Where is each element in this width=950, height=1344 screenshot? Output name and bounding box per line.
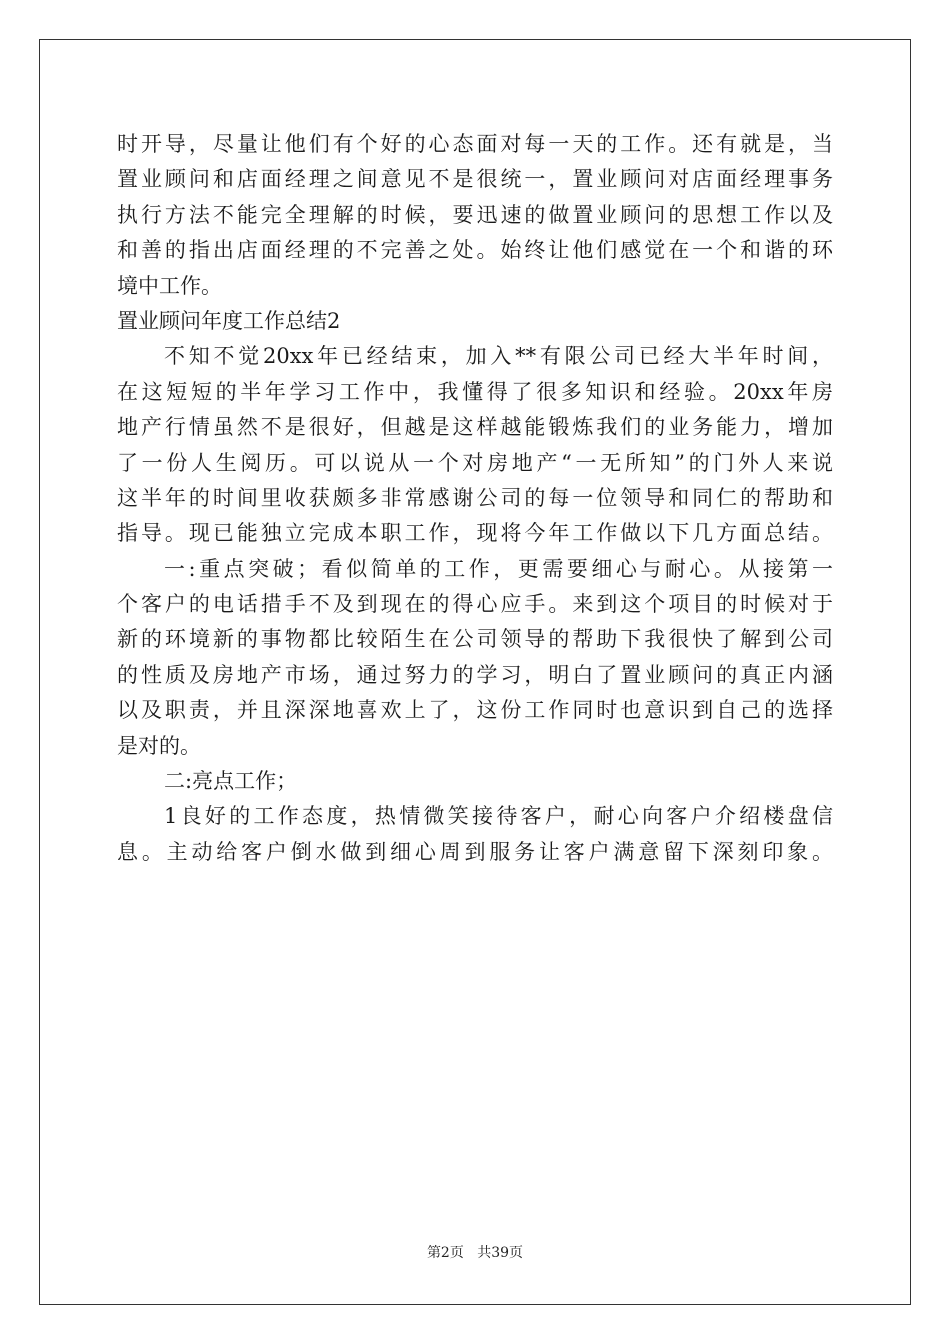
text-line: 是对的。 [117,733,201,758]
text-line: 了一份人生阅历。可以说从一个对房地产“一无所知”的门外人来说 [117,450,833,475]
text-line: 地产行情虽然不是很好，但越是这样越能锻炼我们的业务能力，增加 [117,415,833,440]
text-line: 时开导，尽量让他们有个好的心态面对每一天的工作。还有就是，当 [117,132,833,156]
text-line: 指导。现已能独立完成本职工作，现将今年工作做以下几方面总结。 [117,521,833,546]
text-line: 的性质及房地产市场，通过努力的学习，明白了置业顾问的真正内涵 [117,662,833,687]
text-line: 1良好的工作态度，热情微笑接待客户，耐心向客户介绍楼盘信 [164,804,833,829]
text-line: 新的环境新的事物都比较陌生在公司领导的帮助下我很快了解到公司 [117,627,833,652]
page-total: 共39页 [477,1245,524,1261]
text-line: 二:亮点工作； [164,769,298,794]
page-number: 第2页 [426,1245,464,1261]
text-line: 这半年的时间里收获颇多非常感谢公司的每一位领导和同仁的帮助和 [117,485,833,510]
page-footer [0,1242,950,1262]
text-line: 置业顾问和店面经理之间意见不是很统一，置业顾问对店面经理事务 [117,167,833,192]
text-line: 以及职责，并且深深地喜欢上了，这份工作同时也意识到自己的选择 [117,698,833,723]
text-line: 息。主动给客户倒水做到细心周到服务让客户满意留下深刻印象。 [117,839,833,864]
text-line: 不知不觉20xx年已经结束，加入**有限公司已经大半年时间， [164,344,833,369]
text-line: 在这短短的半年学习工作中，我懂得了很多知识和经验。20xx年房 [117,379,833,404]
text-line: 个客户的电话措手不及到现在的得心应手。来到这个项目的时候对于 [117,592,833,617]
text-line: 和善的指出店面经理的不完善之处。始终让他们感觉在一个和谐的环 [117,238,833,263]
document-body [117,127,833,870]
text-line: 一:重点突破；看似简单的工作，更需要细心与耐心。从接第一 [164,556,833,581]
text-line: 执行方法不能完全理解的时候，要迅速的做置业顾问的思想工作以及 [117,202,833,227]
text-line: 境中工作。 [117,273,222,298]
section-heading: 置业顾问年度工作总结2 [117,308,341,333]
